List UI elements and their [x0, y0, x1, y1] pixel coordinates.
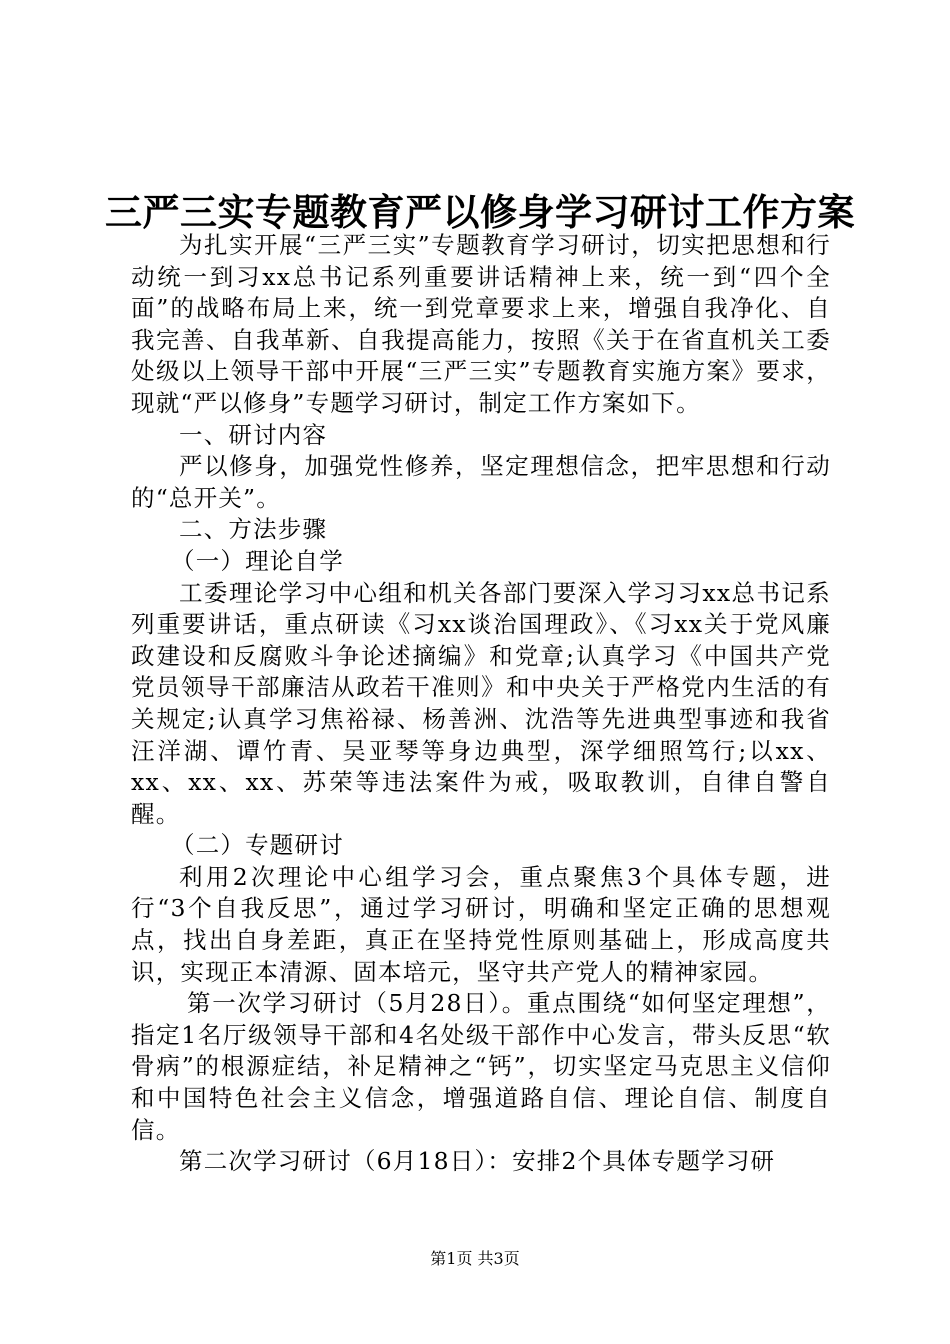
section-1-paragraph: 严以修身，加强党性修养，坚定理想信念，把牢思想和行动的“总开关”。: [131, 452, 831, 512]
page-footer: 第1页 共3页: [430, 1249, 520, 1268]
subsection-heading-2: （二）专题研讨: [171, 831, 344, 860]
section-heading-2: 二、方法步骤: [179, 515, 328, 544]
subsection-1-paragraph: 工委理论学习中心组和机关各部门要深入学习习xx总书记系列重要讲话，重点研读《习xx谈治国理政》、《习xx关于党风廉政建设和反腐败斗争论述摘编》和党章;认真学习《中国共产党党员领导干部廉洁从政若干准则》和中央关于严格党内生活的有关规定;认真学习焦裕禄、杨善洲、沈浩等先进典型事迹和我省汪洋湖、谭竹青、吴亚琴等身边典型，深学细照笃行;以xx、xx、xx、xx、苏荣等违法案件为戒，吸取教训，自律自警自醒。: [131, 578, 831, 828]
second-seminar-paragraph: 第二次学习研讨（6月18日）：安排2个具体专题学习研: [179, 1147, 776, 1176]
first-seminar-paragraph: 第一次学习研讨（5月28日）。重点围绕“如何坚定理想”，指定1名厅级领导干部和4名处级干部作中心发言，带头反思“软骨病”的根源症结，补足精神之“钙”，切实坚定马克思主义信仰和中国特色社会主义信念，增强道路自信、理论自信、制度自信。: [131, 989, 831, 1144]
section-heading-1: 一、研讨内容: [179, 420, 328, 449]
intro-paragraph: 为扎实开展“三严三实”专题教育学习研讨，切实把思想和行动统一到习xx总书记系列重要讲话精神上来，统一到“四个全面”的战略布局上来，统一到党章要求上来，增强自我净化、自我完善、自我革新、自我提高能力，按照《关于在省直机关工委处级以上领导干部中开展“三严三实”专题教育实施方案》要求，现就“严以修身”专题学习研讨，制定工作方案如下。: [131, 231, 831, 417]
subsection-2-paragraph: 利用2次理论中心组学习会，重点聚焦3个具体专题，进行“3个自我反思”，通过学习研讨，明确和坚定正确的思想观点，找出自身差距，真正在坚持党性原则基础上，形成高度共识，实现正本清源、固本培元，坚守共产党人的精神家园。: [131, 862, 831, 986]
subsection-heading-1: （一）理论自学: [171, 546, 344, 575]
document-title: 三严三实专题教育严以修身学习研讨工作方案: [105, 191, 855, 234]
document-body: [131, 230, 831, 1178]
